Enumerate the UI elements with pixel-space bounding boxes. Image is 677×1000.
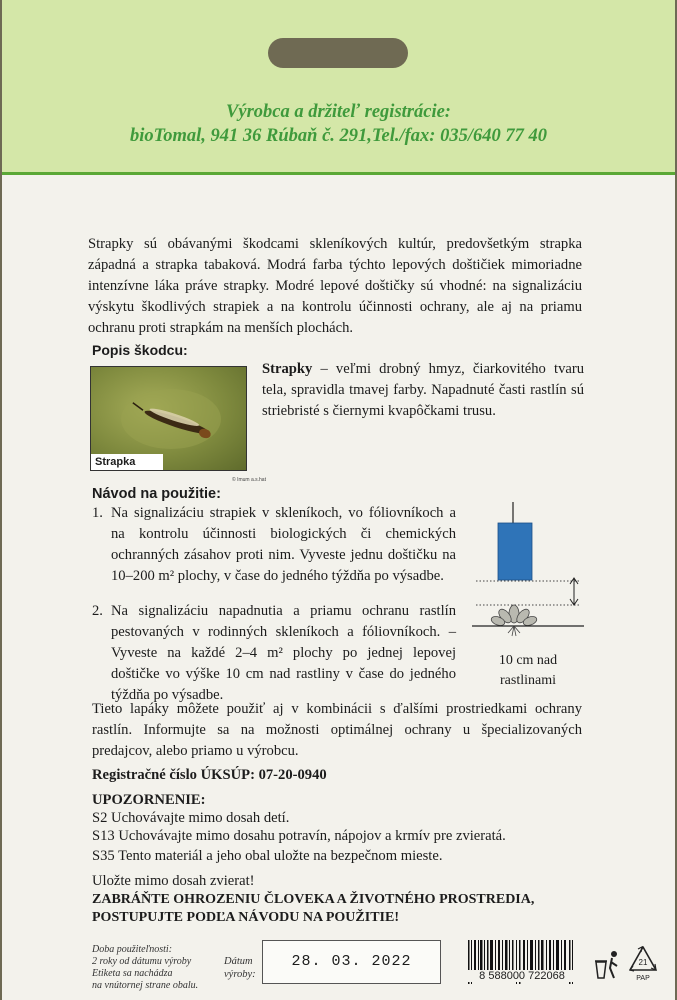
- warning-s13: S13 Uchovávajte mimo dosahu potravín, nápojov a krmív pre zvieratá.: [92, 828, 506, 844]
- header-band: [2, 0, 675, 175]
- production-date-box: [262, 940, 441, 984]
- instruction-text: Na signalizáciu napadnutia a priamu ochranu rastlín pestovaných v rodinných skleníkoch a fóliovníkoch. – Vyveste na každé 2–4 m² plochy po jednej lepovej doštičke vo výške 10 cm nad rastliny v čase do jedného týždňa po výsadbe.: [111, 603, 456, 703]
- production-date-label: [224, 955, 256, 981]
- plant-icon: [490, 605, 538, 627]
- recycle-material: PAP: [636, 975, 650, 982]
- recycle-icon: [626, 944, 660, 982]
- photo-credit: © Imum a.s.hat: [232, 477, 266, 483]
- height-diagram: [468, 498, 588, 648]
- instructions-section-title: Návod na použitie:: [92, 486, 221, 502]
- instruction-number: 2.: [92, 603, 103, 619]
- combination-note: Tieto lapáky môžete použiť aj v kombinácii s ďalšími prostriedkami ochrany rastlín. Informujte sa na možnosti optimálnej ochrany u špecializovaných predajcov, alebo priamo u výrobcu.: [92, 701, 582, 759]
- pest-photo: [90, 366, 247, 471]
- shelf-life-line: Doba použiteľnosti:: [92, 944, 173, 955]
- hang-hole: [268, 38, 408, 68]
- manufacturer-contact: bioTomal, 941 36 Rúbaň č. 291,Tel./fax: 035/640 77 40: [130, 126, 547, 146]
- warning-caps-1: ZABRÁŇTE OHROZENIU ČLOVEKA A ŽIVOTNÉHO PROSTREDIA,: [92, 892, 535, 907]
- date-label-line: výroby:: [224, 969, 256, 980]
- instruction-item-1: [92, 503, 458, 608]
- instruction-item-2: [92, 601, 458, 706]
- shelf-life-line: 2 roky od dátumu výroby: [92, 956, 192, 967]
- warning-title: UPOZORNENIE:: [92, 792, 206, 808]
- date-label-line: Dátum: [224, 956, 253, 967]
- photo-caption: Strapka: [91, 454, 163, 470]
- waste-bin-person-icon: [592, 948, 622, 982]
- registration-number: Registračné číslo ÚKSÚP: 07-20-0940: [92, 767, 327, 783]
- warning-animals: Uložte mimo dosah zvierat!: [92, 873, 255, 889]
- shelf-life-note: [92, 944, 198, 992]
- warning-s2: S2 Uchovávajte mimo dosah detí.: [92, 810, 290, 826]
- diagram-caption: 10 cm nad rastlinami: [498, 653, 558, 688]
- shelf-life-line: na vnútornej strane obalu.: [92, 980, 199, 991]
- pest-description: [262, 359, 584, 422]
- shelf-life-line: Etiketa sa nachádza: [92, 968, 173, 979]
- warning-s35: S35 Tento materiál a jeho obal uložte na bezpečnom mieste.: [92, 848, 443, 864]
- recycle-code: 21: [638, 958, 648, 967]
- instruction-number: 1.: [92, 505, 103, 521]
- pest-description-text: – veľmi drobný hmyz, čiarkovitého tvaru tela, spravidla tmavej farby. Napadnuté časti rastlín sú striebristé s čiernymi kvapôčkami trusu.: [262, 361, 584, 419]
- pest-section-title: Popis škodcu:: [92, 342, 188, 358]
- barcode-number: 8 588000 722068: [460, 970, 584, 982]
- blue-trap-icon: [498, 523, 532, 580]
- production-date: 28. 03. 2022: [291, 953, 412, 970]
- manufacturer-label: Výrobca a držiteľ registrácie:: [226, 102, 451, 122]
- pest-term: Strapky: [262, 361, 313, 377]
- intro-text: Strapky sú obávanými škodcami skleníkových kultúr, predovšetkým strapka západná a strapka tabaková. Modrá farba týchto lepových doštičiek mimoriadne intenzívne láka práve strapky. Modré lepové doštičky sú vhodné: na signalizáciu výskytu škodlivých strapiek a na kontrolu účinnosti ochrany, ale aj na priamu ochranu proti strapkám na menších plochách.: [88, 236, 582, 336]
- instruction-text: Na signalizáciu strapiek v skleníkoch, vo fóliovníkoch a na kontrolu účinnosti biologických či chemických ochranných zásahov proti nim. Vyveste jednu doštičku na 10–200 m² plochy, v čase do jedného týždňa po výsadbe.: [111, 505, 456, 584]
- warning-caps-2: POSTUPUJTE PODĽA NÁVODU NA POUŽITIE!: [92, 910, 399, 925]
